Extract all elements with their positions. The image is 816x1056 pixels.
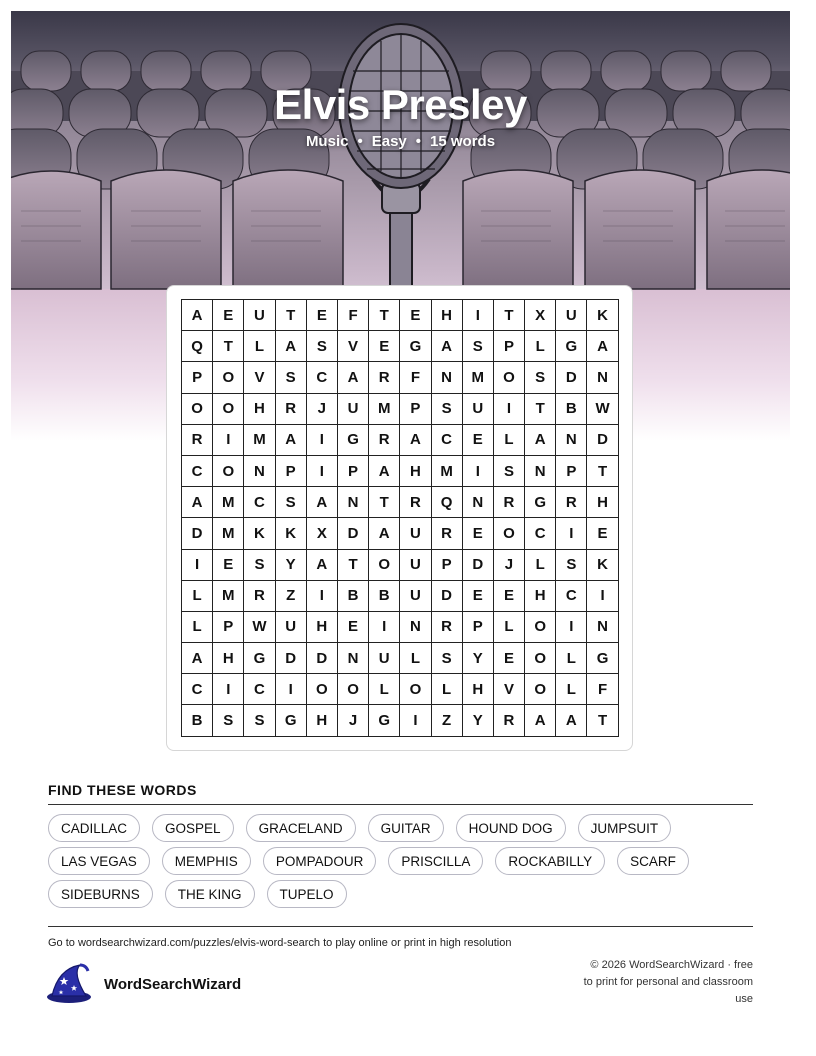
- grid-cell[interactable]: O: [525, 612, 556, 643]
- grid-cell[interactable]: I: [307, 456, 338, 487]
- grid-cell[interactable]: P: [556, 456, 587, 487]
- grid-cell[interactable]: E: [463, 581, 494, 612]
- grid-cell[interactable]: J: [307, 394, 338, 425]
- grid-cell[interactable]: C: [307, 362, 338, 393]
- grid-cell[interactable]: A: [525, 705, 556, 736]
- grid-cell[interactable]: E: [494, 643, 525, 674]
- separator-dot: •: [357, 133, 363, 150]
- grid-cell[interactable]: P: [213, 612, 244, 643]
- word-pill: GUITAR: [368, 814, 444, 842]
- grid-cell[interactable]: F: [587, 674, 618, 705]
- word-pill: GRACELAND: [246, 814, 356, 842]
- grid-cell[interactable]: N: [556, 425, 587, 456]
- grid-cell[interactable]: L: [494, 612, 525, 643]
- grid-cell[interactable]: N: [244, 456, 275, 487]
- grid-cell[interactable]: P: [494, 331, 525, 362]
- grid-cell[interactable]: O: [213, 394, 244, 425]
- grid-cell[interactable]: C: [525, 518, 556, 549]
- grid-cell[interactable]: K: [276, 518, 307, 549]
- grid-cell[interactable]: G: [525, 487, 556, 518]
- grid-cell[interactable]: G: [276, 705, 307, 736]
- grid-cell[interactable]: T: [369, 300, 400, 331]
- grid-cell[interactable]: R: [369, 362, 400, 393]
- grid-cell[interactable]: Q: [182, 331, 213, 362]
- grid-cell[interactable]: U: [244, 300, 275, 331]
- grid-cell[interactable]: G: [338, 425, 369, 456]
- grid-cell[interactable]: O: [494, 362, 525, 393]
- grid-cell[interactable]: P: [400, 394, 431, 425]
- grid-cell[interactable]: D: [182, 518, 213, 549]
- grid-cell[interactable]: Y: [463, 643, 494, 674]
- grid-cell[interactable]: C: [182, 674, 213, 705]
- grid-cell[interactable]: H: [307, 612, 338, 643]
- word-pill: MEMPHIS: [162, 847, 251, 875]
- grid-cell[interactable]: A: [338, 362, 369, 393]
- grid-cell[interactable]: L: [525, 550, 556, 581]
- grid-cell[interactable]: H: [244, 394, 275, 425]
- word-list-divider: [48, 804, 753, 805]
- grid-cell[interactable]: V: [494, 674, 525, 705]
- grid-cell[interactable]: A: [400, 425, 431, 456]
- grid-cell[interactable]: D: [307, 643, 338, 674]
- grid-cell[interactable]: B: [182, 705, 213, 736]
- grid-cell[interactable]: O: [213, 456, 244, 487]
- grid-cell[interactable]: L: [369, 674, 400, 705]
- grid-cell[interactable]: A: [432, 331, 463, 362]
- grid-cell[interactable]: T: [525, 394, 556, 425]
- grid-cell[interactable]: U: [556, 300, 587, 331]
- brand-logo[interactable]: [46, 963, 241, 1005]
- grid-cell[interactable]: N: [432, 362, 463, 393]
- grid-cell[interactable]: U: [369, 643, 400, 674]
- grid-cell[interactable]: A: [556, 705, 587, 736]
- grid-cell[interactable]: I: [213, 425, 244, 456]
- grid-cell[interactable]: A: [369, 456, 400, 487]
- grid-cell[interactable]: A: [182, 300, 213, 331]
- grid-cell[interactable]: I: [182, 550, 213, 581]
- grid-cell[interactable]: O: [494, 518, 525, 549]
- grid-cell[interactable]: D: [432, 581, 463, 612]
- grid-cell[interactable]: M: [213, 581, 244, 612]
- grid-cell[interactable]: A: [276, 331, 307, 362]
- grid-cell[interactable]: I: [369, 612, 400, 643]
- word-pill: SIDEBURNS: [48, 880, 153, 908]
- category-label: Music: [305, 133, 349, 150]
- grid-cell[interactable]: E: [494, 581, 525, 612]
- grid-cell[interactable]: X: [525, 300, 556, 331]
- grid-cell[interactable]: E: [338, 612, 369, 643]
- grid-cell[interactable]: E: [213, 300, 244, 331]
- grid-cell[interactable]: N: [400, 612, 431, 643]
- grid-cell[interactable]: S: [463, 331, 494, 362]
- grid-cell[interactable]: D: [338, 518, 369, 549]
- grid-cell[interactable]: J: [494, 550, 525, 581]
- grid-cell[interactable]: U: [276, 612, 307, 643]
- grid-cell[interactable]: U: [400, 518, 431, 549]
- grid-cell[interactable]: P: [463, 612, 494, 643]
- grid-cell[interactable]: N: [338, 487, 369, 518]
- word-list: [48, 814, 753, 908]
- grid-cell[interactable]: G: [369, 705, 400, 736]
- grid-cell[interactable]: F: [400, 362, 431, 393]
- grid-cell[interactable]: G: [587, 643, 618, 674]
- grid-cell[interactable]: S: [213, 705, 244, 736]
- grid-cell[interactable]: O: [213, 362, 244, 393]
- grid-cell[interactable]: I: [276, 674, 307, 705]
- grid-cell[interactable]: G: [556, 331, 587, 362]
- grid-cell[interactable]: M: [463, 362, 494, 393]
- grid-cell[interactable]: R: [276, 394, 307, 425]
- grid-cell[interactable]: I: [213, 674, 244, 705]
- grid-cell[interactable]: P: [182, 362, 213, 393]
- grid-cell[interactable]: I: [556, 518, 587, 549]
- grid-cell[interactable]: S: [494, 456, 525, 487]
- grid-cell[interactable]: T: [587, 705, 618, 736]
- grid-cell[interactable]: R: [244, 581, 275, 612]
- grid-cell[interactable]: H: [213, 643, 244, 674]
- grid-cell[interactable]: E: [213, 550, 244, 581]
- grid-cell[interactable]: A: [525, 425, 556, 456]
- grid-cell[interactable]: S: [276, 362, 307, 393]
- grid-cell[interactable]: L: [494, 425, 525, 456]
- grid-cell[interactable]: R: [182, 425, 213, 456]
- grid-cell[interactable]: T: [213, 331, 244, 362]
- grid-cell[interactable]: E: [463, 425, 494, 456]
- word-pill: GOSPEL: [152, 814, 234, 842]
- grid-cell[interactable]: S: [432, 394, 463, 425]
- grid-cell[interactable]: T: [338, 550, 369, 581]
- grid-cell[interactable]: N: [587, 612, 618, 643]
- grid-cell[interactable]: I: [587, 581, 618, 612]
- word-pill: LAS VEGAS: [48, 847, 150, 875]
- grid-cell[interactable]: K: [587, 550, 618, 581]
- grid-cell[interactable]: R: [494, 487, 525, 518]
- grid-cell[interactable]: N: [587, 362, 618, 393]
- grid-cell[interactable]: I: [400, 705, 431, 736]
- grid-cell[interactable]: H: [587, 487, 618, 518]
- footer-divider: [48, 926, 753, 927]
- word-pill: JUMPSUIT: [578, 814, 672, 842]
- grid-cell[interactable]: U: [400, 550, 431, 581]
- grid-cell[interactable]: P: [432, 550, 463, 581]
- grid-cell[interactable]: A: [369, 518, 400, 549]
- grid-cell[interactable]: A: [307, 487, 338, 518]
- grid-cell[interactable]: M: [369, 394, 400, 425]
- grid-cell[interactable]: M: [244, 425, 275, 456]
- grid-cell[interactable]: B: [369, 581, 400, 612]
- grid-cell[interactable]: L: [556, 674, 587, 705]
- grid-cell[interactable]: N: [463, 487, 494, 518]
- word-pill: SCARF: [617, 847, 689, 875]
- word-pill: CADILLAC: [48, 814, 140, 842]
- grid-cell[interactable]: V: [244, 362, 275, 393]
- grid-cell[interactable]: O: [525, 643, 556, 674]
- copyright-text: © 2026 WordSearchWizard · free to print for personal and classroom use: [583, 959, 753, 1005]
- grid-cell[interactable]: N: [525, 456, 556, 487]
- word-pill: POMPADOUR: [263, 847, 377, 875]
- grid-cell[interactable]: U: [338, 394, 369, 425]
- grid-cell[interactable]: U: [400, 581, 431, 612]
- grid-cell[interactable]: Z: [432, 705, 463, 736]
- grid-cell[interactable]: S: [525, 362, 556, 393]
- grid-cell[interactable]: G: [244, 643, 275, 674]
- word-pill: PRISCILLA: [388, 847, 483, 875]
- grid-cell[interactable]: S: [556, 550, 587, 581]
- letter-grid[interactable]: [181, 299, 619, 737]
- grid-cell[interactable]: E: [307, 300, 338, 331]
- grid-cell[interactable]: Y: [463, 705, 494, 736]
- grid-cell[interactable]: M: [432, 456, 463, 487]
- grid-cell[interactable]: O: [307, 674, 338, 705]
- grid-cell[interactable]: I: [463, 456, 494, 487]
- grid-cell[interactable]: D: [463, 550, 494, 581]
- grid-cell[interactable]: W: [244, 612, 275, 643]
- grid-cell[interactable]: H: [432, 300, 463, 331]
- grid-cell[interactable]: A: [182, 643, 213, 674]
- grid-cell[interactable]: O: [182, 394, 213, 425]
- grid-cell[interactable]: S: [307, 331, 338, 362]
- grid-cell[interactable]: D: [276, 643, 307, 674]
- grid-cell[interactable]: X: [307, 518, 338, 549]
- footer-url-text[interactable]: Go to wordsearchwizard.com/puzzles/elvis-word-search to play online or print in high resolution: [48, 937, 512, 949]
- grid-cell[interactable]: R: [432, 612, 463, 643]
- grid-cell[interactable]: V: [338, 331, 369, 362]
- grid-cell[interactable]: R: [400, 487, 431, 518]
- word-pill: ROCKABILLY: [495, 847, 605, 875]
- grid-cell[interactable]: I: [463, 300, 494, 331]
- grid-cell[interactable]: Q: [432, 487, 463, 518]
- separator-dot: •: [415, 133, 422, 150]
- grid-cell[interactable]: Y: [276, 550, 307, 581]
- grid-cell[interactable]: J: [338, 705, 369, 736]
- grid-cell[interactable]: D: [556, 362, 587, 393]
- grid-cell[interactable]: I: [494, 394, 525, 425]
- grid-cell[interactable]: L: [182, 581, 213, 612]
- grid-cell[interactable]: O: [338, 674, 369, 705]
- grid-cell[interactable]: H: [525, 581, 556, 612]
- puzzle-title: Elvis Presley: [274, 81, 527, 128]
- grid-cell[interactable]: L: [400, 643, 431, 674]
- grid-cell[interactable]: F: [338, 300, 369, 331]
- grid-cell[interactable]: M: [213, 487, 244, 518]
- difficulty-label: Easy: [371, 133, 407, 150]
- word-count-label: 15 words: [430, 133, 496, 150]
- grid-cell[interactable]: O: [525, 674, 556, 705]
- grid-cell[interactable]: P: [338, 456, 369, 487]
- grid-cell[interactable]: E: [400, 300, 431, 331]
- grid-cell[interactable]: K: [244, 518, 275, 549]
- grid-cell[interactable]: H: [400, 456, 431, 487]
- grid-cell[interactable]: E: [463, 518, 494, 549]
- grid-cell[interactable]: R: [432, 518, 463, 549]
- grid-cell[interactable]: I: [307, 425, 338, 456]
- grid-cell[interactable]: Z: [276, 581, 307, 612]
- grid-cell[interactable]: A: [276, 425, 307, 456]
- grid-cell[interactable]: K: [587, 300, 618, 331]
- grid-cell[interactable]: S: [432, 643, 463, 674]
- brand-name: WordSearchWizard: [104, 975, 242, 993]
- grid-cell[interactable]: G: [400, 331, 431, 362]
- wizard-hat-icon: [46, 963, 92, 1005]
- grid-cell[interactable]: I: [307, 581, 338, 612]
- grid-cell[interactable]: A: [307, 550, 338, 581]
- puzzle-meta: [11, 133, 790, 150]
- grid-cell[interactable]: T: [494, 300, 525, 331]
- grid-cell[interactable]: S: [244, 705, 275, 736]
- word-list-heading: FIND THESE WORDS: [48, 782, 197, 798]
- grid-cell[interactable]: L: [182, 612, 213, 643]
- word-pill: THE KING: [165, 880, 255, 908]
- grid-cell[interactable]: L: [556, 643, 587, 674]
- grid-cell[interactable]: T: [276, 300, 307, 331]
- grid-cell[interactable]: R: [369, 425, 400, 456]
- grid-cell[interactable]: C: [244, 674, 275, 705]
- grid-cell[interactable]: L: [525, 331, 556, 362]
- grid-cell[interactable]: B: [556, 394, 587, 425]
- grid-cell[interactable]: R: [494, 705, 525, 736]
- grid-cell[interactable]: A: [587, 331, 618, 362]
- grid-cell[interactable]: C: [182, 456, 213, 487]
- grid-cell[interactable]: E: [369, 331, 400, 362]
- word-pill: HOUND DOG: [456, 814, 566, 842]
- grid-cell[interactable]: H: [463, 674, 494, 705]
- grid-cell[interactable]: T: [369, 487, 400, 518]
- grid-cell[interactable]: C: [432, 425, 463, 456]
- grid-cell[interactable]: O: [369, 550, 400, 581]
- grid-cell[interactable]: E: [587, 518, 618, 549]
- grid-cell[interactable]: W: [587, 394, 618, 425]
- grid-cell[interactable]: L: [432, 674, 463, 705]
- grid-cell[interactable]: C: [556, 581, 587, 612]
- grid-cell[interactable]: I: [556, 612, 587, 643]
- grid-cell[interactable]: D: [587, 425, 618, 456]
- grid-cell[interactable]: T: [587, 456, 618, 487]
- grid-cell[interactable]: R: [556, 487, 587, 518]
- grid-cell[interactable]: S: [276, 487, 307, 518]
- word-pill: TUPELO: [267, 880, 347, 908]
- grid-cell[interactable]: C: [244, 487, 275, 518]
- grid-cell[interactable]: O: [400, 674, 431, 705]
- grid-cell[interactable]: N: [338, 643, 369, 674]
- grid-cell[interactable]: L: [244, 331, 275, 362]
- grid-cell[interactable]: M: [213, 518, 244, 549]
- grid-cell[interactable]: P: [276, 456, 307, 487]
- grid-cell[interactable]: U: [463, 394, 494, 425]
- grid-cell[interactable]: H: [307, 705, 338, 736]
- grid-cell[interactable]: B: [338, 581, 369, 612]
- grid-cell[interactable]: S: [244, 550, 275, 581]
- grid-cell[interactable]: A: [182, 487, 213, 518]
